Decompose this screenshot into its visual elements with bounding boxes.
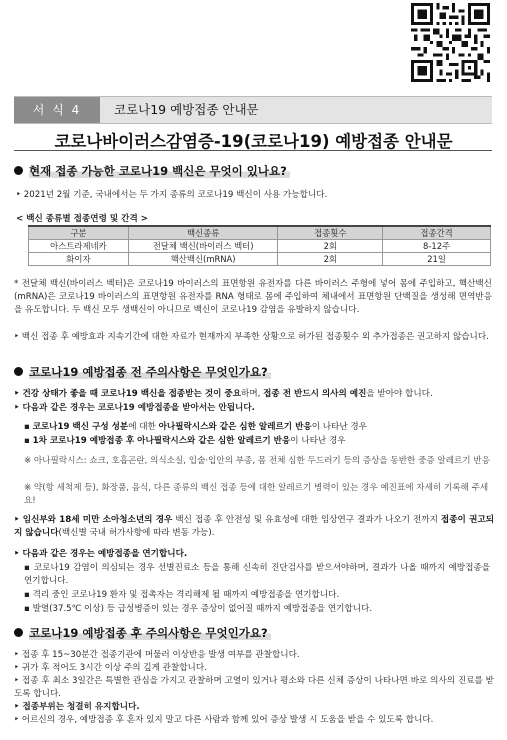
table-cell: 아스트라제네카	[29, 240, 129, 253]
table-header-cell: 접종횟수	[278, 226, 383, 240]
square-bullet-icon: ▪	[24, 422, 33, 432]
after-care-item: ‣ 귀가 후 적어도 3시간 이상 주의 깊게 관찰합니다.	[14, 663, 207, 673]
contraindication-intro: ‣ 다음과 같은 경우는 코로나19 예방접종을 받아서는 안됩니다.	[14, 403, 255, 413]
table-header-cell: 백신종류	[128, 226, 278, 240]
table-cell: 화이자	[29, 253, 129, 266]
form-header-title: 코로나19 예방접종 안내문	[114, 102, 259, 117]
table-header-cell: 구분	[29, 226, 129, 240]
form-number-label: 서 식 4	[14, 97, 100, 123]
table-caption: < 백신 종류별 접종연령 및 간격 >	[16, 214, 148, 224]
allergy-record-note: ※ 약(항 세척제 등), 화장품, 음식, 다른 종류의 백신 접종 등에 대한 알레르기 병력이 있는 경우 예진표에 자세히 기록해 주세요!	[24, 483, 489, 507]
after-care-item: ‣ 접종부위는 청결히 유지합니다.	[14, 702, 140, 712]
anaphylaxis-note: ※ 아나필락시스: 쇼크, 호흡곤란, 의식소실, 입술·입안의 부종, 몸 전체 심한 두드러기 등의 증상을 동반한 중증 알레르기 반응	[24, 456, 490, 466]
table-cell: 8-12주	[383, 240, 491, 253]
table-cell: 21일	[383, 253, 491, 266]
qr-code	[411, 3, 490, 82]
title-divider	[14, 150, 492, 151]
table-header-cell: 접종간격	[383, 226, 491, 240]
section3-heading: 코로나19 예방접종 후 주의사항은 무엇인가요?	[14, 625, 271, 641]
contraindication-item: ▪ 코로나19 백신 구성 성분에 대한 아나필락시스와 같은 심한 알레르기 반응이 나타난 경우	[24, 422, 367, 432]
section1-intro: ‣ 2021년 2월 기준, 국내에서는 두 가지 종류의 코로나19 백신이 사용 가능합니다.	[16, 190, 328, 200]
table-header-row	[29, 226, 491, 240]
table-cell: 핵산백신(mRNA)	[128, 253, 278, 266]
square-bullet-icon: ▪	[24, 436, 33, 446]
section2-heading: 코로나19 예방접종 전 주의사항은 무엇인가요?	[14, 364, 271, 380]
square-bullet-icon: ▪	[24, 590, 33, 600]
after-care-item: ‣ 접종 후 15~30분간 접종기관에 머물러 이상반응 발생 여부를 관찰합니다.	[14, 650, 300, 660]
postpone-item: ▪ 코로나19 감염이 의심되는 경우 선별진료소 등을 통해 신속히 진단검사를 받으셔야하며, 결과가 나올 때까지 예방접종을 연기합니다.	[24, 563, 491, 587]
table-cell: 전달체 백신(바이러스 벡터)	[128, 240, 278, 253]
postpone-item: ▪ 발열(37.5℃ 이상) 등 급성병증이 있는 경우 증상이 없어질 때까지 예방접종을 연기합니다.	[24, 604, 373, 614]
table-row	[29, 253, 491, 266]
square-bullet-icon: ▪	[24, 563, 34, 573]
form-header-bar	[14, 96, 492, 124]
bullet-dot-icon	[14, 166, 23, 175]
square-bullet-icon: ▪	[24, 604, 33, 614]
bullet-dot-icon	[14, 367, 23, 376]
vaccine-table	[28, 225, 491, 266]
section1-heading: 현재 접종 가능한 코로나19 백신은 무엇이 있나요?	[14, 163, 290, 179]
postpone-item: ▪ 격리 중인 코로나19 환자 및 접촉자는 격리해제 될 때까지 예방접종을 연기합니다.	[24, 590, 340, 600]
pre-vaccination-checkup: ‣ 건강 상태가 좋을 때 코로나19 백신을 접종받는 것이 중요하며, 접종 전 반드시 의사의 예진을 받아야 합니다.	[14, 389, 433, 399]
document-title: 코로나바이러스감염증-19(코로나19) 예방접종 안내문	[54, 132, 453, 151]
table-cell: 2회	[278, 253, 383, 266]
postpone-intro: ‣ 다음과 같은 경우는 예방접종을 연기합니다.	[14, 549, 188, 559]
bullet-dot-icon	[14, 628, 23, 637]
booster-note: ‣ 백신 접종 후 예방효과 지속기간에 대한 자료가 현재까지 부족한 상황으로 허가된 접종횟수 외 추가접종은 권고하지 않습니다.	[14, 332, 489, 342]
table-cell: 2회	[278, 240, 383, 253]
after-care-item: ‣ 접종 후 최소 3일간은 특별한 관심을 가지고 관찰하며 고열이 있거나 평소와 다른 신체 증상이 나타나면 바로 의사의 진료를 받도록 합니다.	[14, 676, 494, 700]
pregnancy-minor-note: ‣ 임신부와 18세 미만 소아청소년의 경우 백신 접종 후 안전성 및 유효성에 대한 임상연구 결과가 나오기 전까지 접종이 권고되지 않습니다(백신별 국내 허가사항에 따라 변동 가능).	[14, 515, 495, 539]
contraindication-item: ▪ 1차 코로나19 예방접종 후 아나필락시스와 같은 심한 알레르기 반응이 나타난 경우	[24, 436, 346, 446]
after-care-item: ‣ 어르신의 경우, 예방접종 후 혼자 있지 말고 다른 사람과 함께 있어 증상 발생 시 도움을 받을 수 있도록 합니다.	[14, 715, 434, 725]
table-row	[29, 240, 491, 253]
vaccine-type-note: * 전달체 백신(바이러스 벡터)은 코로나19 바이러스의 표면항원 유전자를 다른 바이러스 주형에 넣어 몸에 주입하고, 핵산백신(mRNA)은 코로나19 바이러스의 표면항원 유전자를 RNA 형태로 몸에 주입하여 체내에서 표면항원 단백질을 생성해 면역반응을 유도합니다. 두 백신 모두 생백신이 아니므로 백신이 코로나19 감염을 유발하지 않습니다.	[14, 279, 492, 316]
